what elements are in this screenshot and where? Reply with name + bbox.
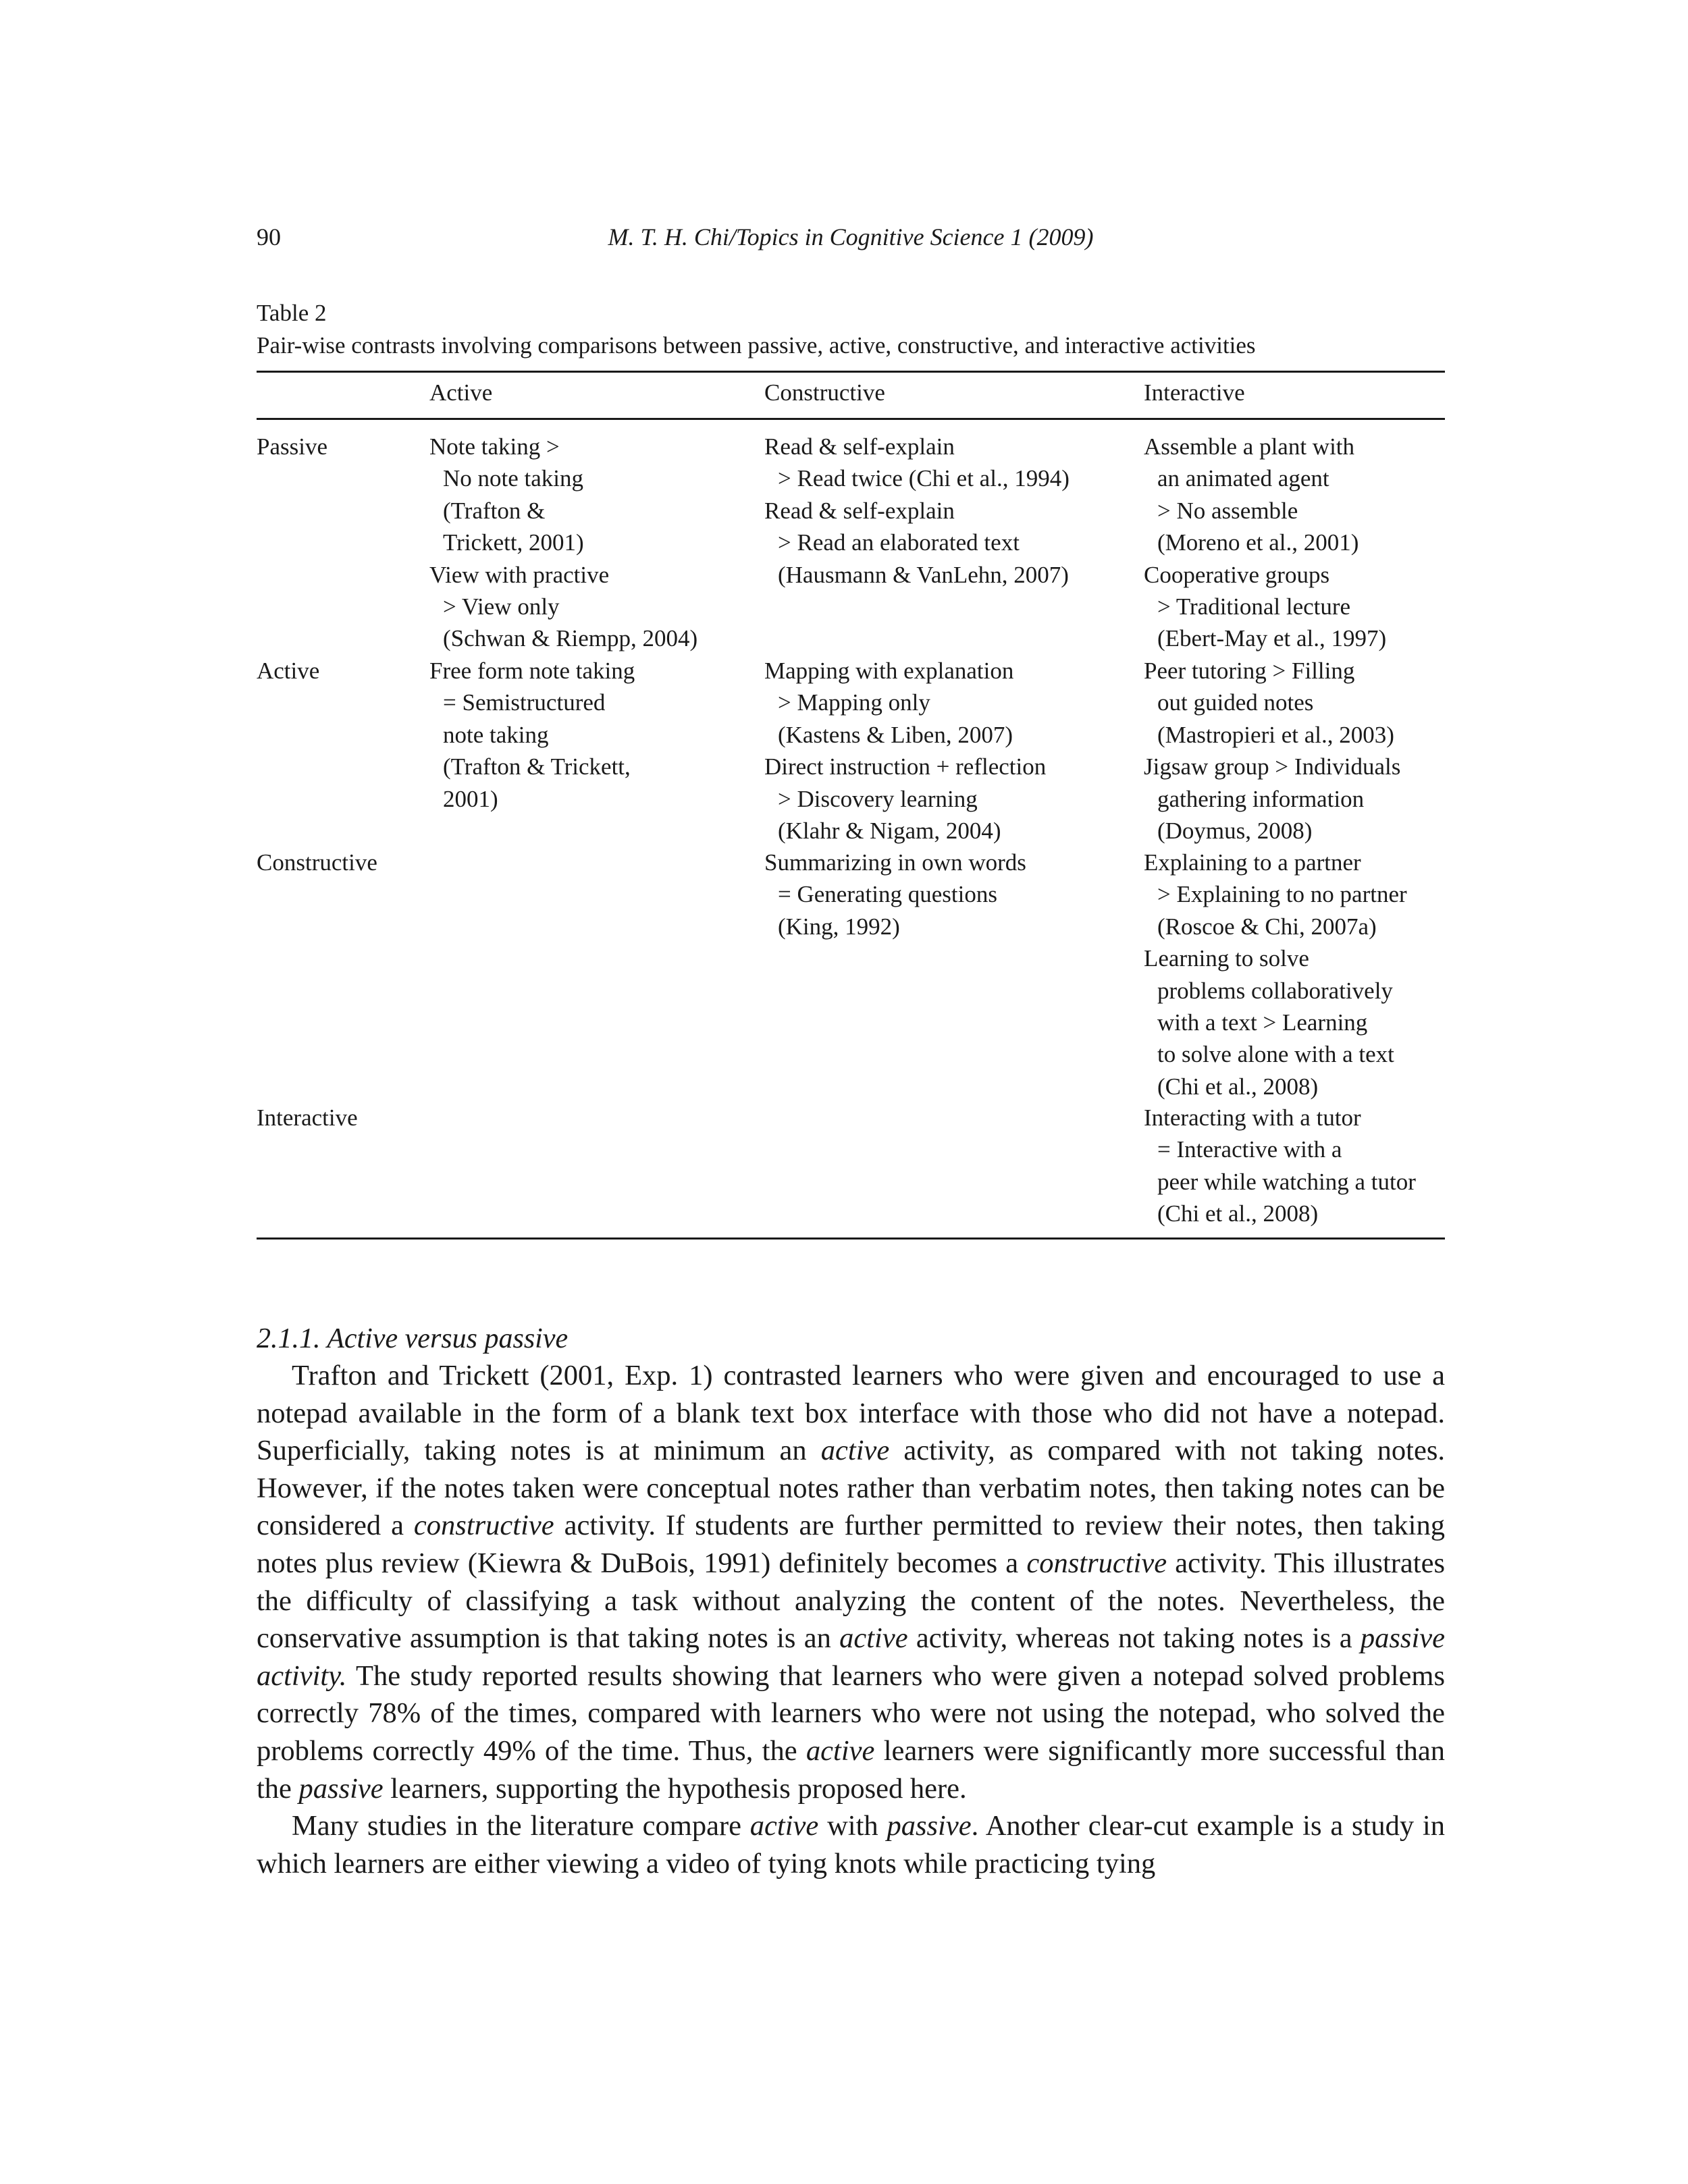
cell-line: Cooperative groups	[1144, 561, 1330, 588]
emphasis: constructive	[413, 1510, 554, 1542]
cell-line: to solve alone with a text	[1157, 1041, 1394, 1068]
cell-line: No note taking	[443, 465, 584, 492]
section-heading: 2.1.1. Active versus passive	[257, 1323, 569, 1354]
cell-line: Trickett, 2001)	[443, 529, 584, 556]
cell-line: Summarizing in own words	[764, 849, 1026, 876]
cell-line: Jigsaw group > Individuals	[1144, 753, 1401, 780]
cell-line: (Ebert-May et al., 1997)	[1157, 625, 1387, 652]
cell-line: (King, 1992)	[778, 913, 900, 940]
cell-active-interactive	[1144, 655, 1400, 847]
text-run: Trafton and Trickett (2001, Exp. 1) contrasted learners who were given and encouraged to use a notepad available in the form of a blank text box interface with those who did not have a notepad. Superficially, taking notes is at minimum an	[257, 1360, 1445, 1467]
cell-line: View with practive	[429, 561, 610, 588]
cell-line: (Hausmann & VanLehn, 2007)	[778, 561, 1069, 588]
cell-passive-constructive	[764, 431, 1070, 591]
table-bottom-rule	[257, 1237, 1445, 1240]
cell-line: > No assemble	[1157, 497, 1298, 524]
text-run: learners were significantly more successful than the	[257, 1734, 1445, 1805]
text-run: Many studies in the literature compare	[292, 1810, 750, 1842]
cell-line: Free form note taking	[429, 658, 635, 684]
cell-constructive-interactive	[1144, 847, 1407, 1102]
cell-line: Interacting with a tutor	[1144, 1104, 1361, 1131]
cell-line: Assemble a plant with	[1144, 433, 1355, 460]
emphasis: active	[749, 1810, 819, 1842]
cell-line: an animated agent	[1157, 465, 1329, 492]
text-run: learners, supporting the hypothesis proposed here.	[383, 1772, 967, 1805]
emphasis: active	[820, 1435, 890, 1467]
cell-line: 2001)	[443, 785, 498, 812]
cell-line: > Traditional lecture	[1157, 593, 1351, 620]
cell-line: Note taking >	[429, 433, 560, 460]
column-header-interactive: Interactive	[1144, 379, 1245, 406]
cell-line: (Kastens & Liben, 2007)	[778, 721, 1013, 748]
cell-line: (Trafton &	[443, 497, 546, 524]
emphasis: active	[839, 1622, 908, 1655]
table-label: Table 2	[257, 300, 327, 326]
cell-line: (Klahr & Nigam, 2004)	[778, 818, 1001, 845]
cell-line: Peer tutoring > Filling	[1144, 658, 1355, 684]
text-run: with	[818, 1810, 887, 1842]
cell-line: > Discovery learning	[778, 785, 978, 812]
cell-line: = Interactive with a	[1157, 1136, 1342, 1163]
column-header-active: Active	[429, 379, 493, 406]
page-number: 90	[257, 223, 281, 250]
table-caption	[257, 297, 1445, 362]
cell-line: (Chi et al., 2008)	[1157, 1200, 1319, 1227]
cell-line: (Trafton & Trickett,	[443, 753, 631, 780]
cell-line: (Roscoe & Chi, 2007a)	[1157, 913, 1377, 940]
cell-line: > Read twice (Chi et al., 1994)	[778, 465, 1070, 492]
table-top-rule	[257, 371, 1445, 373]
cell-line: > Read an elaborated text	[778, 529, 1020, 556]
cell-line: (Mastropieri et al., 2003)	[1157, 721, 1394, 748]
cell-line: Explaining to a partner	[1144, 849, 1361, 876]
cell-line: gathering information	[1157, 785, 1365, 812]
row-label-active: Active	[257, 658, 320, 684]
emphasis: constructive	[1026, 1547, 1167, 1579]
table-title: Pair-wise contrasts involving comparisons between passive, active, constructive, and interactive activities	[257, 332, 1256, 358]
cell-line: (Schwan & Riempp, 2004)	[443, 625, 698, 652]
journal-title: M. T. H. Chi/Topics in Cognitive Science 1 (2009)	[608, 223, 1094, 250]
cell-line: problems collaboratively	[1157, 977, 1393, 1004]
cell-line: Direct instruction + reflection	[764, 753, 1047, 780]
text-run: The study reported results showing that learners who were given a notepad solved problems correctly 78% of the times, compared with learners who were not using the notepad, who solved the problems correctly 49% of the time. Thus, the	[257, 1659, 1445, 1767]
paragraph-2	[257, 1807, 1445, 1882]
text-run: . Another clear-cut example is a study in which learners are either viewing a video of tying knots while practicing tying	[257, 1810, 1445, 1880]
running-head	[257, 223, 1445, 257]
table-header-rule	[257, 418, 1445, 420]
row-label-passive: Passive	[257, 433, 327, 460]
row-label-interactive: Interactive	[257, 1104, 358, 1131]
cell-line: Learning to solve	[1144, 945, 1309, 972]
cell-line: (Chi et al., 2008)	[1157, 1073, 1319, 1100]
emphasis: passive	[298, 1772, 384, 1805]
cell-passive-interactive	[1144, 431, 1386, 655]
cell-line: Read & self-explain	[764, 433, 955, 460]
cell-line: Read & self-explain	[764, 497, 955, 524]
cell-line: with a text > Learning	[1157, 1009, 1368, 1036]
cell-line: (Doymus, 2008)	[1157, 818, 1313, 845]
cell-active-constructive	[764, 655, 1046, 847]
cell-line: > View only	[443, 593, 560, 620]
cell-active-active	[429, 655, 635, 815]
body-text	[257, 1357, 1445, 1882]
cell-line: out guided notes	[1157, 689, 1314, 716]
text-run: activity, whereas not taking notes is a	[907, 1622, 1361, 1655]
cell-line: > Mapping only	[778, 689, 930, 716]
text-run: activity. If students are further permitted to review their notes, then taking notes plus review (Kiewra & DuBois, 1991) definitely becomes a	[257, 1510, 1445, 1579]
cell-passive-active	[429, 431, 697, 655]
cell-line: Mapping with explanation	[764, 658, 1014, 684]
emphasis: passive	[887, 1810, 972, 1842]
cell-line: (Moreno et al., 2001)	[1157, 529, 1359, 556]
emphasis: passive activity.	[257, 1622, 1445, 1692]
row-label-constructive: Constructive	[257, 849, 377, 876]
cell-constructive-constructive	[764, 847, 1026, 942]
cell-line: note taking	[443, 721, 549, 748]
cell-line: = Semistructured	[443, 689, 606, 716]
cell-line: = Generating questions	[778, 881, 997, 908]
paragraph-1	[257, 1357, 1445, 1807]
column-header-constructive: Constructive	[764, 379, 885, 406]
cell-line: peer while watching a tutor	[1157, 1168, 1416, 1195]
cell-interactive-interactive	[1144, 1102, 1416, 1230]
text-run: activity. This illustrates the difficulty of classifying a task without analyzing the content of the notes. Nevertheless, the conservative assumption is that taking notes is an	[257, 1547, 1445, 1655]
cell-line: > Explaining to no partner	[1157, 881, 1407, 908]
text-run: activity, as compared with not taking notes. However, if the notes taken were conceptual notes rather than verbatim notes, then taking notes can be considered a	[257, 1435, 1445, 1542]
emphasis: active	[806, 1734, 875, 1767]
